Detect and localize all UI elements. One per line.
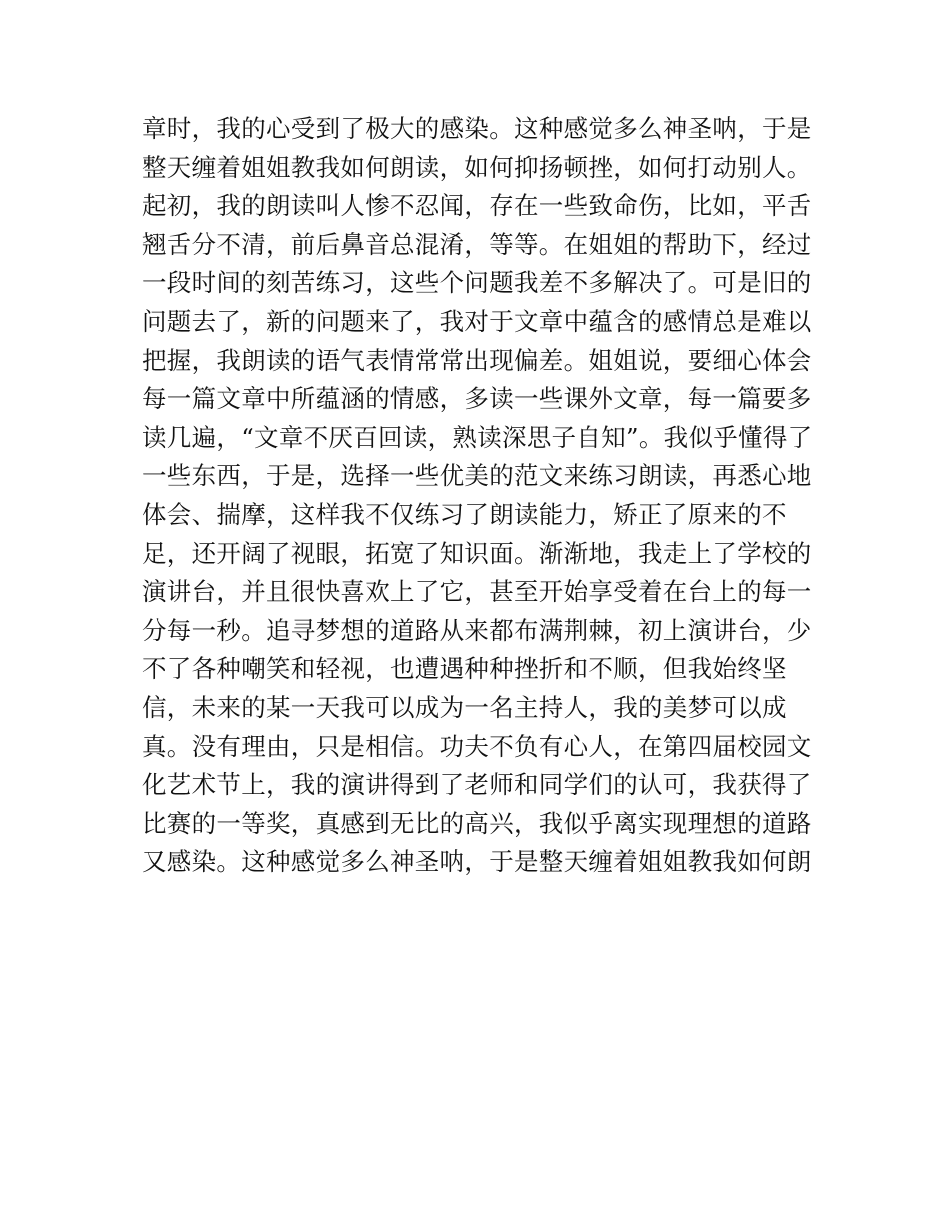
text-line: 真。没有理由，只是相信。功夫不负有心人，在第四届校园文	[142, 731, 812, 761]
text-line: 演讲台，并且很快喜欢上了它，甚至开始享受着在台上的每一	[142, 577, 812, 607]
text-line: 比赛的一等奖，真感到无比的高兴，我似乎离实现理想的道路	[142, 808, 812, 838]
text-line: 章时，我的心受到了极大的感染。这种感觉多么神圣呐，于是	[142, 114, 812, 143]
text-line: 信，未来的某一天我可以成为一名主持人，我的美梦可以成	[142, 692, 787, 722]
text-line: 问题去了，新的问题来了，我对于文章中蕴含的感情总是难以	[142, 306, 812, 336]
text-line: 又感染。这种感觉多么神圣呐，于是整天缠着姐姐教我如何朗	[142, 847, 812, 877]
text-line: 每一篇文章中所蕴涵的情感，多读一些课外文章，每一篇要多	[142, 384, 812, 414]
text-line: 读几遍，“文章不厌百回读，熟读深思子自知”。我似乎懂得了	[142, 422, 813, 452]
text-line: 不了各种嘲笑和轻视，也遭遇种种挫折和不顺，但我始终坚	[142, 654, 787, 684]
text-line: 化艺术节上，我的演讲得到了老师和同学们的认可，我获得了	[142, 770, 812, 800]
text-line: 把握，我朗读的语气表情常常出现偏差。姐姐说，要细心体会	[142, 345, 812, 375]
text-line: 翘舌分不清，前后鼻音总混淆，等等。在姐姐的帮助下，经过	[142, 229, 812, 259]
text-line: 体会、揣摩，这样我不仅练习了朗读能力，矫正了原来的不	[142, 499, 787, 529]
text-line: 一些东西，于是，选择一些优美的范文来练习朗读，再悉心地	[142, 461, 812, 491]
text-line: 足，还开阔了视眼，拓宽了知识面。渐渐地，我走上了学校的	[142, 538, 812, 568]
text-line: 一段时间的刻苦练习，这些个问题我差不多解决了。可是旧的	[142, 268, 812, 298]
body-text	[142, 110, 822, 882]
text-line: 整天缠着姐姐教我如何朗读，如何抑扬顿挫，如何打动别人。	[142, 152, 812, 182]
text-line: 分每一秒。追寻梦想的道路从来都布满荆棘，初上演讲台，少	[142, 615, 812, 645]
text-line: 起初，我的朗读叫人惨不忍闻，存在一些致命伤，比如，平舌	[142, 191, 812, 221]
